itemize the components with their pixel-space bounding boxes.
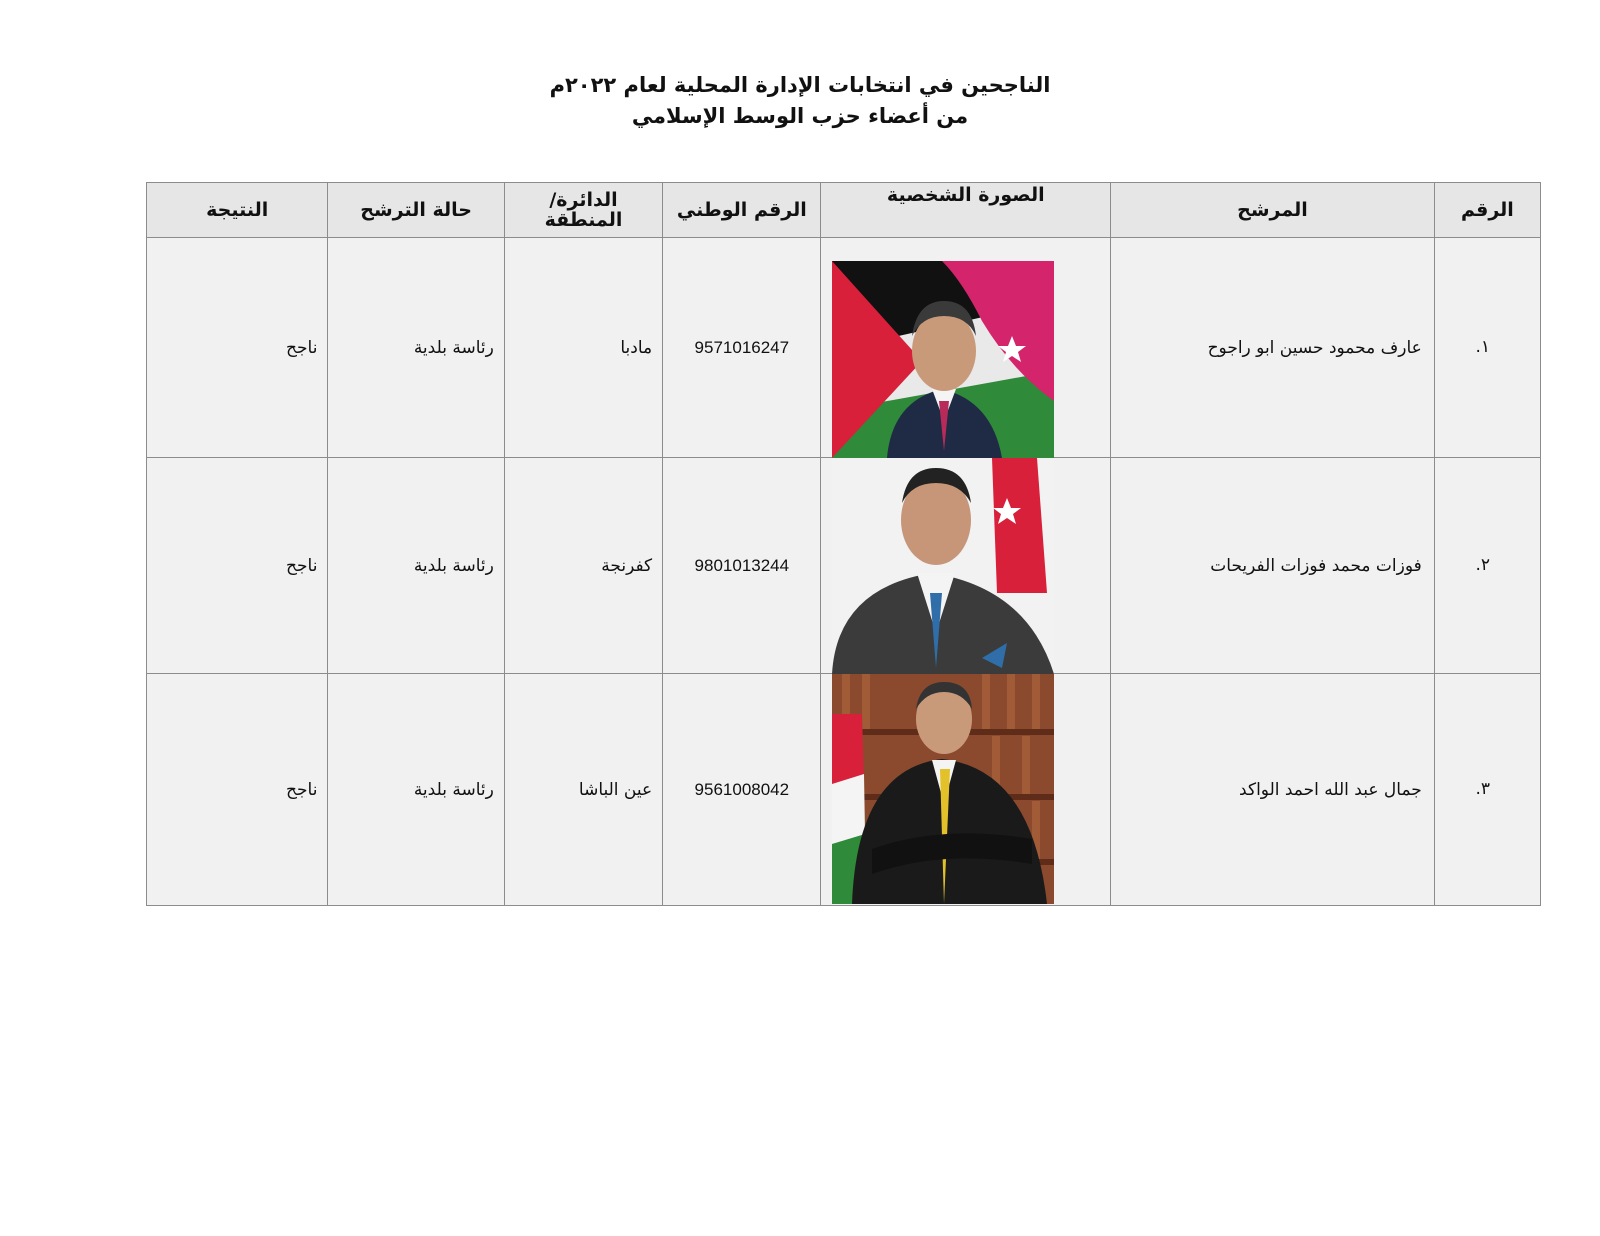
header-photo: الصورة الشخصية <box>821 183 1111 238</box>
portrait-photo-icon <box>832 261 1054 458</box>
header-number: الرقم <box>1434 183 1540 238</box>
national-id: 9561008042 <box>663 674 821 906</box>
photo-cell <box>821 674 1111 906</box>
table-row <box>147 674 1541 906</box>
header-candidate: المرشح <box>1111 183 1435 238</box>
result: ناجح <box>147 458 328 674</box>
portrait-photo-icon <box>832 458 1054 674</box>
header-district: الدائرة/ المنطقة <box>504 183 662 238</box>
document-title <box>0 70 1600 132</box>
title-line-1: الناجحين في انتخابات الإدارة المحلية لعام ٢٠٢٢م <box>549 73 1051 97</box>
row-number: ٢. <box>1434 458 1540 674</box>
header-national-id: الرقم الوطني <box>663 183 821 238</box>
result: ناجح <box>147 238 328 458</box>
header-result: النتيجة <box>147 183 328 238</box>
candidate-name: جمال عبد الله احمد الواكد <box>1111 674 1435 906</box>
table-row <box>147 458 1541 674</box>
district: عين الباشا <box>504 674 662 906</box>
candidate-name: عارف محمود حسين ابو راجوح <box>1111 238 1435 458</box>
portrait-photo-icon <box>832 674 1054 904</box>
table-row <box>147 238 1541 458</box>
photo-cell <box>821 238 1111 458</box>
candidacy-status: رئاسة بلدية <box>328 458 504 674</box>
national-id: 9801013244 <box>663 458 821 674</box>
candidate-name: فوزات محمد فوزات الفريحات <box>1111 458 1435 674</box>
district: كفرنجة <box>504 458 662 674</box>
title-line-2: من أعضاء حزب الوسط الإسلامي <box>631 104 969 128</box>
result: ناجح <box>147 674 328 906</box>
row-number: ١. <box>1434 238 1540 458</box>
candidacy-status: رئاسة بلدية <box>328 238 504 458</box>
winners-table <box>146 182 1541 906</box>
row-number: ٣. <box>1434 674 1540 906</box>
header-status: حالة الترشح <box>328 183 504 238</box>
table-header-row <box>147 183 1541 238</box>
photo-cell <box>821 458 1111 674</box>
district: مادبا <box>504 238 662 458</box>
national-id: 9571016247 <box>663 238 821 458</box>
candidacy-status: رئاسة بلدية <box>328 674 504 906</box>
